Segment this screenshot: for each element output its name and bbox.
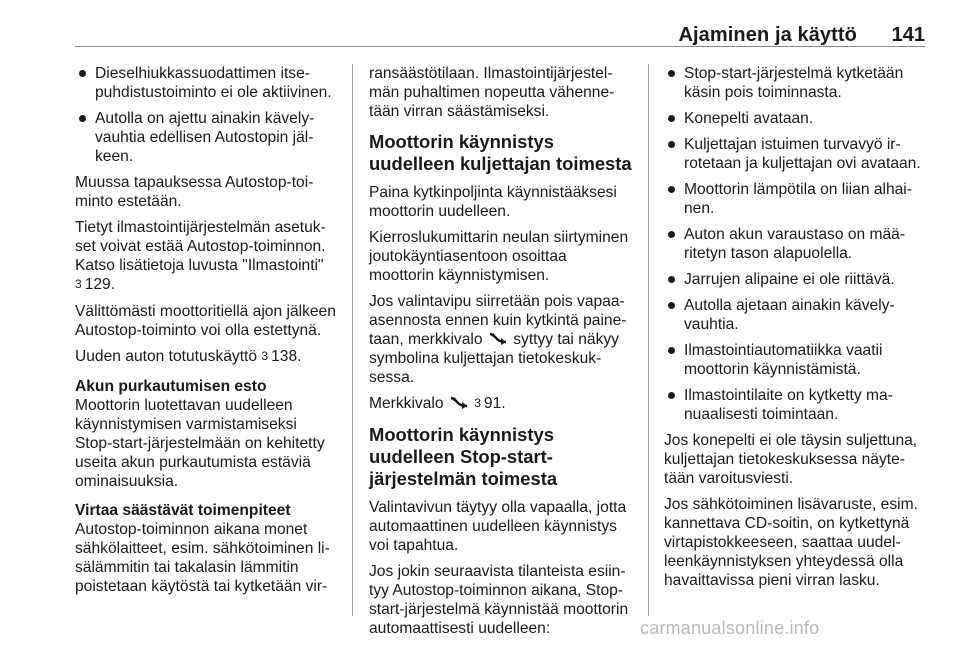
paragraph-text: Merkkivalo: [369, 395, 444, 412]
paragraph-text: Tietyt ilmastointijärjestelmän asetukset voivat estää Autostop-toiminnon. Katso lisätietoja luvusta "Ilmastointi": [75, 219, 326, 274]
page-number: 141: [891, 24, 925, 46]
subheading-battery: Akun purkautumisen esto: [75, 378, 267, 395]
paragraph: [369, 292, 633, 387]
page-reference-link[interactable]: 91.: [483, 395, 506, 412]
column-1: [75, 64, 337, 603]
column-2: [369, 64, 633, 645]
list-item: Auton akun varaustaso on määritetyn tason alapuolella.: [664, 225, 928, 263]
list-item: Autolla on ajettu ainakin kävelyvauhtia edellisen Autostopin jälkeen.: [75, 109, 337, 166]
paragraph: Valintavivun täytyy olla vapaalla, jotta automaattinen uudelleen käynnistys voi tapahtua.: [369, 499, 627, 554]
paragraph: [369, 394, 633, 414]
paragraph: Jos jokin seuraavista tilanteista esiintyy Autostop-toiminnon aikana, Stop-start-järjestelmä käynnistää moottorin automaattisesti uudelleen:: [369, 563, 629, 637]
autostop-indicator-icon: [450, 396, 468, 409]
paragraph-text: Uuden auton totutuskäyttö: [75, 348, 258, 365]
list-item: Moottorin lämpötila on liian alhainen.: [664, 180, 928, 218]
page-reference-link[interactable]: 129.: [84, 276, 116, 293]
reference-arrow-icon: 3: [75, 277, 82, 291]
column-3: [664, 64, 928, 597]
paragraph: [75, 347, 337, 367]
paragraph: Moottorin luotettavan uudelleen käynnistymisen varmistamiseksi Stop-start-järjestelmään on kehitetty useita akun purkautumista estäviä ominaisuuksia.: [75, 397, 325, 490]
list-item: Jarrujen alipaine ei ole riittävä.: [664, 270, 928, 289]
bullet-list: [75, 64, 337, 166]
column-divider: [352, 64, 353, 616]
paragraph: ransäästötilaan. Ilmastointijärjestelmän puhaltimen nopeutta vähennetään virran säästämiseksi.: [369, 65, 615, 120]
heading-driver-restart: Moottorin käynnistys uudelleen kuljettajan toimesta: [369, 131, 632, 174]
subheading-power-saving: Virtaa säästävät toimenpiteet: [75, 502, 291, 519]
list-item: Ilmastointiautomatiikka vaatii moottorin käynnistämistä.: [664, 341, 928, 379]
list-item: Ilmastointilaite on kytketty manuaalisesti toimintaan.: [664, 386, 928, 424]
section-title: Ajaminen ja käyttö: [678, 24, 857, 46]
bullet-list: [664, 64, 928, 424]
watermark: carmanualsonline.info: [640, 618, 820, 638]
paragraph: Välittömästi moottoritiellä ajon jälkeen Autostop-toiminto voi olla estettynä.: [75, 303, 336, 339]
paragraph-text: syttyy tai näkyy symbolina kuljettajan tietokeskuksessa.: [369, 331, 619, 386]
paragraph: Kierroslukumittarin neulan siirtyminen joutokäyntiasentoon osoittaa moottorin käynnistymisen.: [369, 229, 629, 284]
list-item: Autolla ajetaan ainakin kävelyvauhtia.: [664, 296, 928, 334]
paragraph: Autostop-toiminnon aikana monet sähkölaitteet, esim. sähkötoiminen lisälämmitin tai takalasin lämmitin poistetaan käytöstä tai kytketään vir-: [75, 521, 330, 595]
heading-system-restart: Moottorin käynnistys uudelleen Stop-start-järjestelmän toimesta: [369, 424, 558, 489]
paragraph: [75, 218, 337, 295]
page-header: [75, 0, 925, 47]
paragraph-text: Jos valintavipu siirretään pois vapaaasennosta ennen kuin kytkintä painetaan, merkkivalo: [369, 293, 627, 348]
reference-arrow-icon: 3: [261, 349, 269, 363]
paragraph: Jos sähkötoiminen lisävaruste, esim. kannettava CD-soitin, on kytkettynä virtapistokkeeseen, saattaa uudelleenkäynnistyksen yhteydessä olla havaittavissa pieni virran lasku.: [664, 496, 918, 589]
column-divider: [648, 64, 649, 616]
list-item: Dieselhiukkassuodattimen itsepuhdistustoiminto ei ole aktiivinen.: [75, 64, 337, 102]
list-item: Konepelti avataan.: [664, 109, 928, 128]
paragraph: Jos konepelti ei ole täysin suljettuna, kuljettajan tietokeskuksessa näytetään varoitusviesti.: [664, 432, 918, 487]
list-item: Stop-start-järjestelmä kytketään käsin pois toiminnasta.: [664, 64, 928, 102]
reference-arrow-icon: 3: [474, 396, 481, 410]
list-item: Kuljettajan istuimen turvavyö irrotetaan ja kuljettajan ovi avataan.: [664, 135, 928, 173]
paragraph: Paina kytkinpoljinta käynnistääksesi moottorin uudelleen.: [369, 184, 617, 220]
paragraph: Muussa tapauksessa Autostop-toiminto estetään.: [75, 174, 314, 210]
page-reference-link[interactable]: 138.: [271, 348, 302, 365]
autostop-indicator-icon: [489, 332, 507, 345]
